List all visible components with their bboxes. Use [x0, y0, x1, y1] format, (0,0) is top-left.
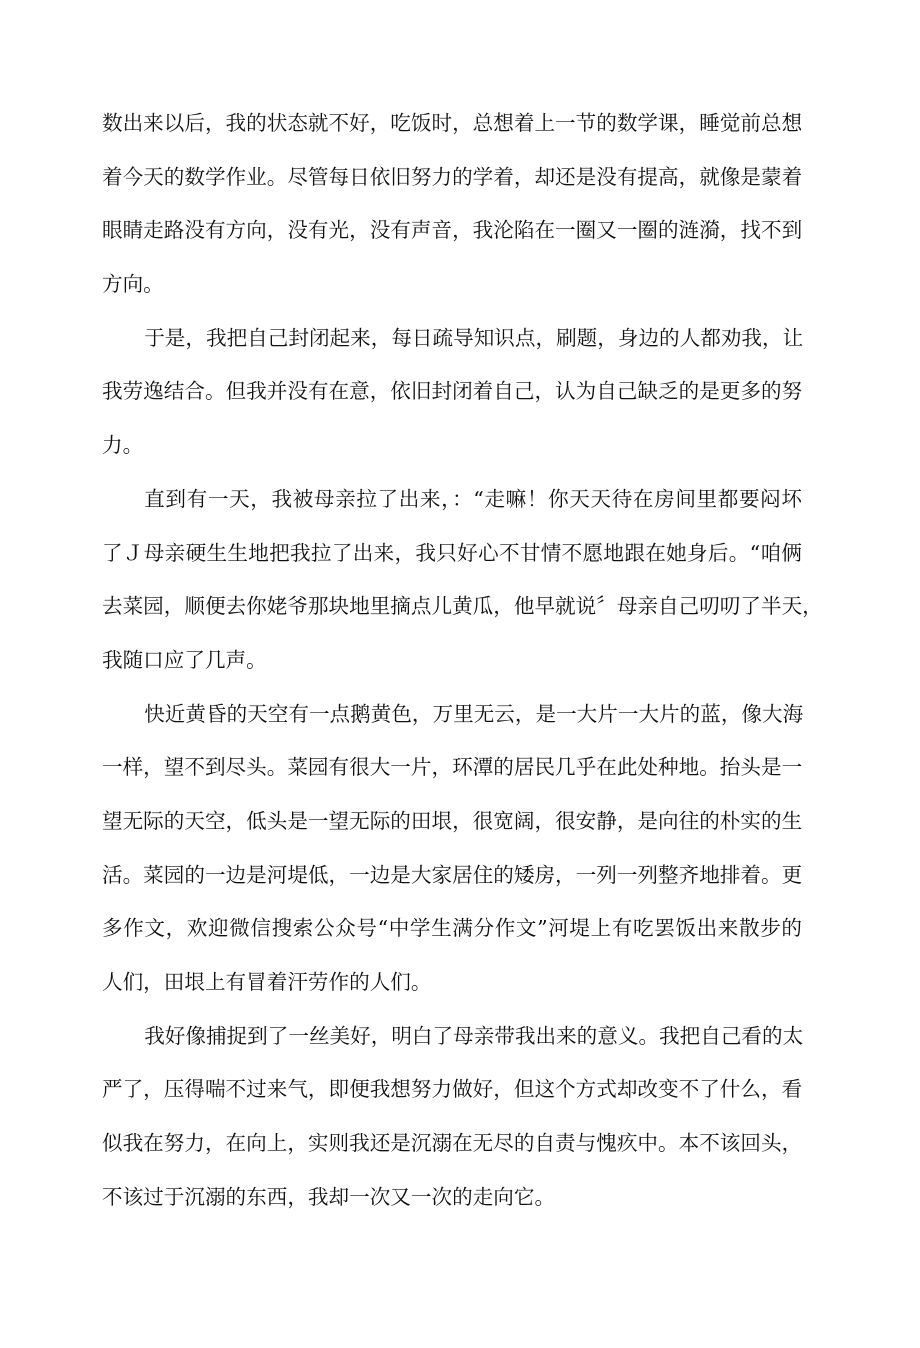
text-line: 似我在努力，在向上，实则我还是沉溺在无尽的自责与愧疚中。本不该回头， — [102, 1131, 803, 1156]
text-line: 望无际的天空，低头是一望无际的田垠，很宽阔，很安静，是向往的朴实的生 — [102, 808, 803, 833]
text-line: 着今天的数学作业。尽管每日依旧努力的学着，却还是没有提高，就像是蒙着 — [102, 164, 803, 189]
paragraph-2 — [102, 312, 802, 473]
text-line: 力。 — [102, 433, 144, 458]
text-line: 了Ｊ母亲硬生生地把我拉了出来，我只好心不甘情不愿地跟在她身后。“咱俩 — [102, 540, 802, 565]
text-line: 去菜园，顺便去你姥爷那块地里摘点儿黄瓜，他早就说〞母亲自己叨叨了半天， — [102, 594, 823, 619]
text-line: 方向。 — [102, 272, 164, 297]
document-page — [102, 97, 823, 1224]
text-line: 多作文，欢迎微信搜索公众号“中学生满分作文”河堤上有吃罢饭出来散步的 — [102, 916, 802, 941]
text-line: 活。菜园的一边是河堤低，一边是大家居住的矮房，一列一列整齐地排着。更 — [102, 862, 803, 887]
text-line: 直到有一天，我被母亲拉了出来，：“走嘛！你天天待在房间里都要闷坏 — [144, 486, 802, 511]
text-line: 我好像捕捉到了一丝美好，明白了母亲带我出来的意义。我把自己看的太 — [144, 1023, 804, 1048]
paragraph-1 — [102, 97, 802, 312]
paragraph-4 — [102, 688, 802, 1010]
text-line: 快近黄昏的天空有一点鹅黄色，万里无云，是一大片一大片的蓝，像大海 — [144, 701, 804, 726]
text-line: 我随口应了几声。 — [102, 647, 267, 672]
text-line: 一样，望不到尽头。菜园有很大一片，环潭的居民几乎在此处种地。抬头是一 — [102, 755, 803, 780]
text-line: 于是，我把自己封闭起来，每日疏导知识点，刷题，身边的人都劝我，让 — [144, 325, 804, 350]
text-line: 数出来以后，我的状态就不好，吃饭时，总想着上一节的数学课，睡觉前总想 — [102, 111, 803, 135]
paragraph-3 — [102, 473, 823, 688]
paragraph-5 — [102, 1010, 802, 1225]
text-line: 眼睛走路没有方向，没有光，没有声音，我沦陷在一圈又一圈的涟漪，找不到 — [102, 218, 803, 243]
text-line: 人们，田垠上有冒着汗劳作的人们。 — [102, 970, 432, 994]
text-line: 严了，压得喘不过来气，即便我想努力做好，但这个方式却改变不了什么，看 — [102, 1077, 803, 1102]
text-line: 不该过于沉溺的东西，我却一次又一次的走向它。 — [102, 1184, 556, 1209]
text-line: 我劳逸结合。但我并没有在意，依旧封闭着自己，认为自己缺乏的是更多的努 — [102, 379, 803, 404]
